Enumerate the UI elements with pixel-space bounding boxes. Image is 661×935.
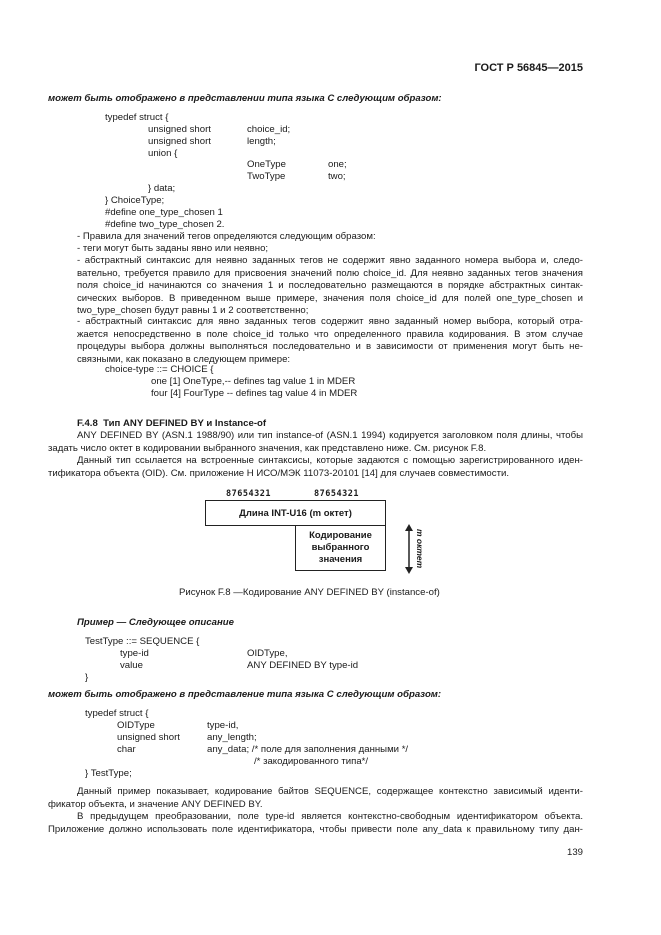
final-paragraph-2: В предыдущем преобразовании, поле type-id является контекстно-свободным идентификатором объекта. Приложение должно использовать поле идентификатора, чтобы привести поле any_data к правильному типу дан- bbox=[48, 811, 583, 835]
code-line: } TestType; bbox=[85, 768, 132, 779]
code-line: #define one_type_chosen 1 bbox=[105, 207, 223, 218]
code-line: unsigned short bbox=[148, 136, 211, 147]
code-line: OIDType, bbox=[247, 648, 288, 659]
section-paragraph-1: ANY DEFINED BY (ASN.1 1988/90) или тип instance-of (ASN.1 1994) кодируется заголовком поля длины, чтобы задать число октет в кодировании выбранного значения, как представлено ниже. См. рисунок F.8. bbox=[48, 430, 583, 454]
code-line: TwoType bbox=[247, 171, 286, 182]
final-paragraph-1: Данный пример показывает, кодирование байтов SEQUENCE, содержащее контекстно зависимый иденти- фикатор объекта, и значение ANY DEFINED BY. bbox=[48, 786, 583, 810]
code-line: value bbox=[120, 660, 143, 671]
code-line: } ChoiceType; bbox=[105, 195, 165, 206]
code-line: char bbox=[117, 744, 136, 755]
section-heading bbox=[77, 418, 266, 430]
rule-line: - теги могут быть заданы явно или неявно; bbox=[77, 243, 269, 254]
code-line: choice_id; bbox=[247, 124, 291, 135]
code-line: #define two_type_chosen 2. bbox=[105, 219, 225, 230]
code-line: any_data; /* поле для заполнения данными */ bbox=[207, 744, 409, 755]
intro-heading-2: может быть отображено в представление типа языка C следующим образом: bbox=[48, 689, 442, 700]
intro-heading-1: может быть отображено в представлении типа языка C следующим образом: bbox=[48, 93, 442, 104]
code-line: type-id, bbox=[207, 720, 239, 731]
section-number: F.4.8 bbox=[77, 418, 98, 429]
rule-paragraph-explicit-tags: - абстрактный синтаксис для явно заданных тегов содержит явно заданный номер выбора, который отра- жается непосредственно в поле choice_id только что определенного правила кодирования. В этом случае процедуры выбора должны выполняться последовательно и в зависимости от применения могут быть не- связными, как показано в следующем примере: bbox=[77, 316, 583, 365]
rule-line: - Правила для значений тегов определяются следующим образом: bbox=[77, 231, 376, 242]
code-line: choice-type ::= CHOICE { bbox=[105, 364, 214, 375]
code-line: four [4] FourType -- defines tag value 4 in MDER bbox=[151, 388, 358, 399]
code-line: } bbox=[85, 672, 89, 683]
code-line: typedef struct { bbox=[105, 112, 169, 123]
code-line: one; bbox=[328, 159, 347, 170]
code-line: length; bbox=[247, 136, 276, 147]
code-line: unsigned short bbox=[148, 124, 211, 135]
m-octets-side-label: m октет bbox=[415, 529, 425, 569]
section-paragraph-2: Данный тип ссылается на встроенные синтаксисы, которые задаются с помощью зарегистрированного иден- тификатора объекта (OID). См. приложение Н ИСО/МЭК 11073-20101 [14] для случаев совместимости. bbox=[48, 455, 583, 479]
code-line: type-id bbox=[120, 648, 149, 659]
code-line: one [1] OneType,-- defines tag value 1 in MDER bbox=[151, 376, 356, 387]
code-line: TestType ::= SEQUENCE { bbox=[85, 636, 200, 647]
example-heading: Пример — Следующее описание bbox=[77, 617, 234, 628]
code-line: OIDType bbox=[117, 720, 155, 731]
figure-caption: Рисунок F.8 —Кодирование ANY DEFINED BY (instance-of) bbox=[179, 587, 440, 598]
encoded-value-box: Кодирование выбранного значения bbox=[295, 525, 386, 571]
page-number: 139 bbox=[566, 847, 583, 858]
code-line: } data; bbox=[148, 183, 176, 194]
code-line: typedef struct { bbox=[85, 708, 149, 719]
code-line: unsigned short bbox=[117, 732, 180, 743]
section-title: Тип ANY DEFINED BY и Instance-of bbox=[103, 418, 267, 429]
bit-order-right: 87654321 bbox=[314, 489, 359, 499]
code-line: any_length; bbox=[207, 732, 257, 743]
rule-paragraph-implicit-tags: - абстрактный синтаксис для неявно заданных тегов не содержит явно заданного номера выбора и, следо- вательно, требуется правило для присвоения значений полю choice_id. Для неявно заданных тегов значения поля choice_id начинаются со значения 1 и последовательно размещаются в порядке абстрактных синтак- сических выборов. В приведенном выше примере, значения поля choice_id для полей one_type_chosen и two_type_chosen будут равны 1 и 2 соответственно; bbox=[77, 255, 583, 316]
code-line: OneType bbox=[247, 159, 286, 170]
length-field-box bbox=[205, 500, 386, 526]
length-field-label: Длина INT-U16 (m октет) bbox=[239, 507, 352, 519]
code-line: two; bbox=[328, 171, 346, 182]
code-line: /* закодированного типа*/ bbox=[254, 756, 369, 767]
code-line: union { bbox=[148, 148, 178, 159]
code-line: ANY DEFINED BY type-id bbox=[247, 660, 359, 671]
bit-order-left: 87654321 bbox=[226, 489, 271, 499]
document-standard-code: ГОСТ Р 56845—2015 bbox=[474, 62, 583, 74]
